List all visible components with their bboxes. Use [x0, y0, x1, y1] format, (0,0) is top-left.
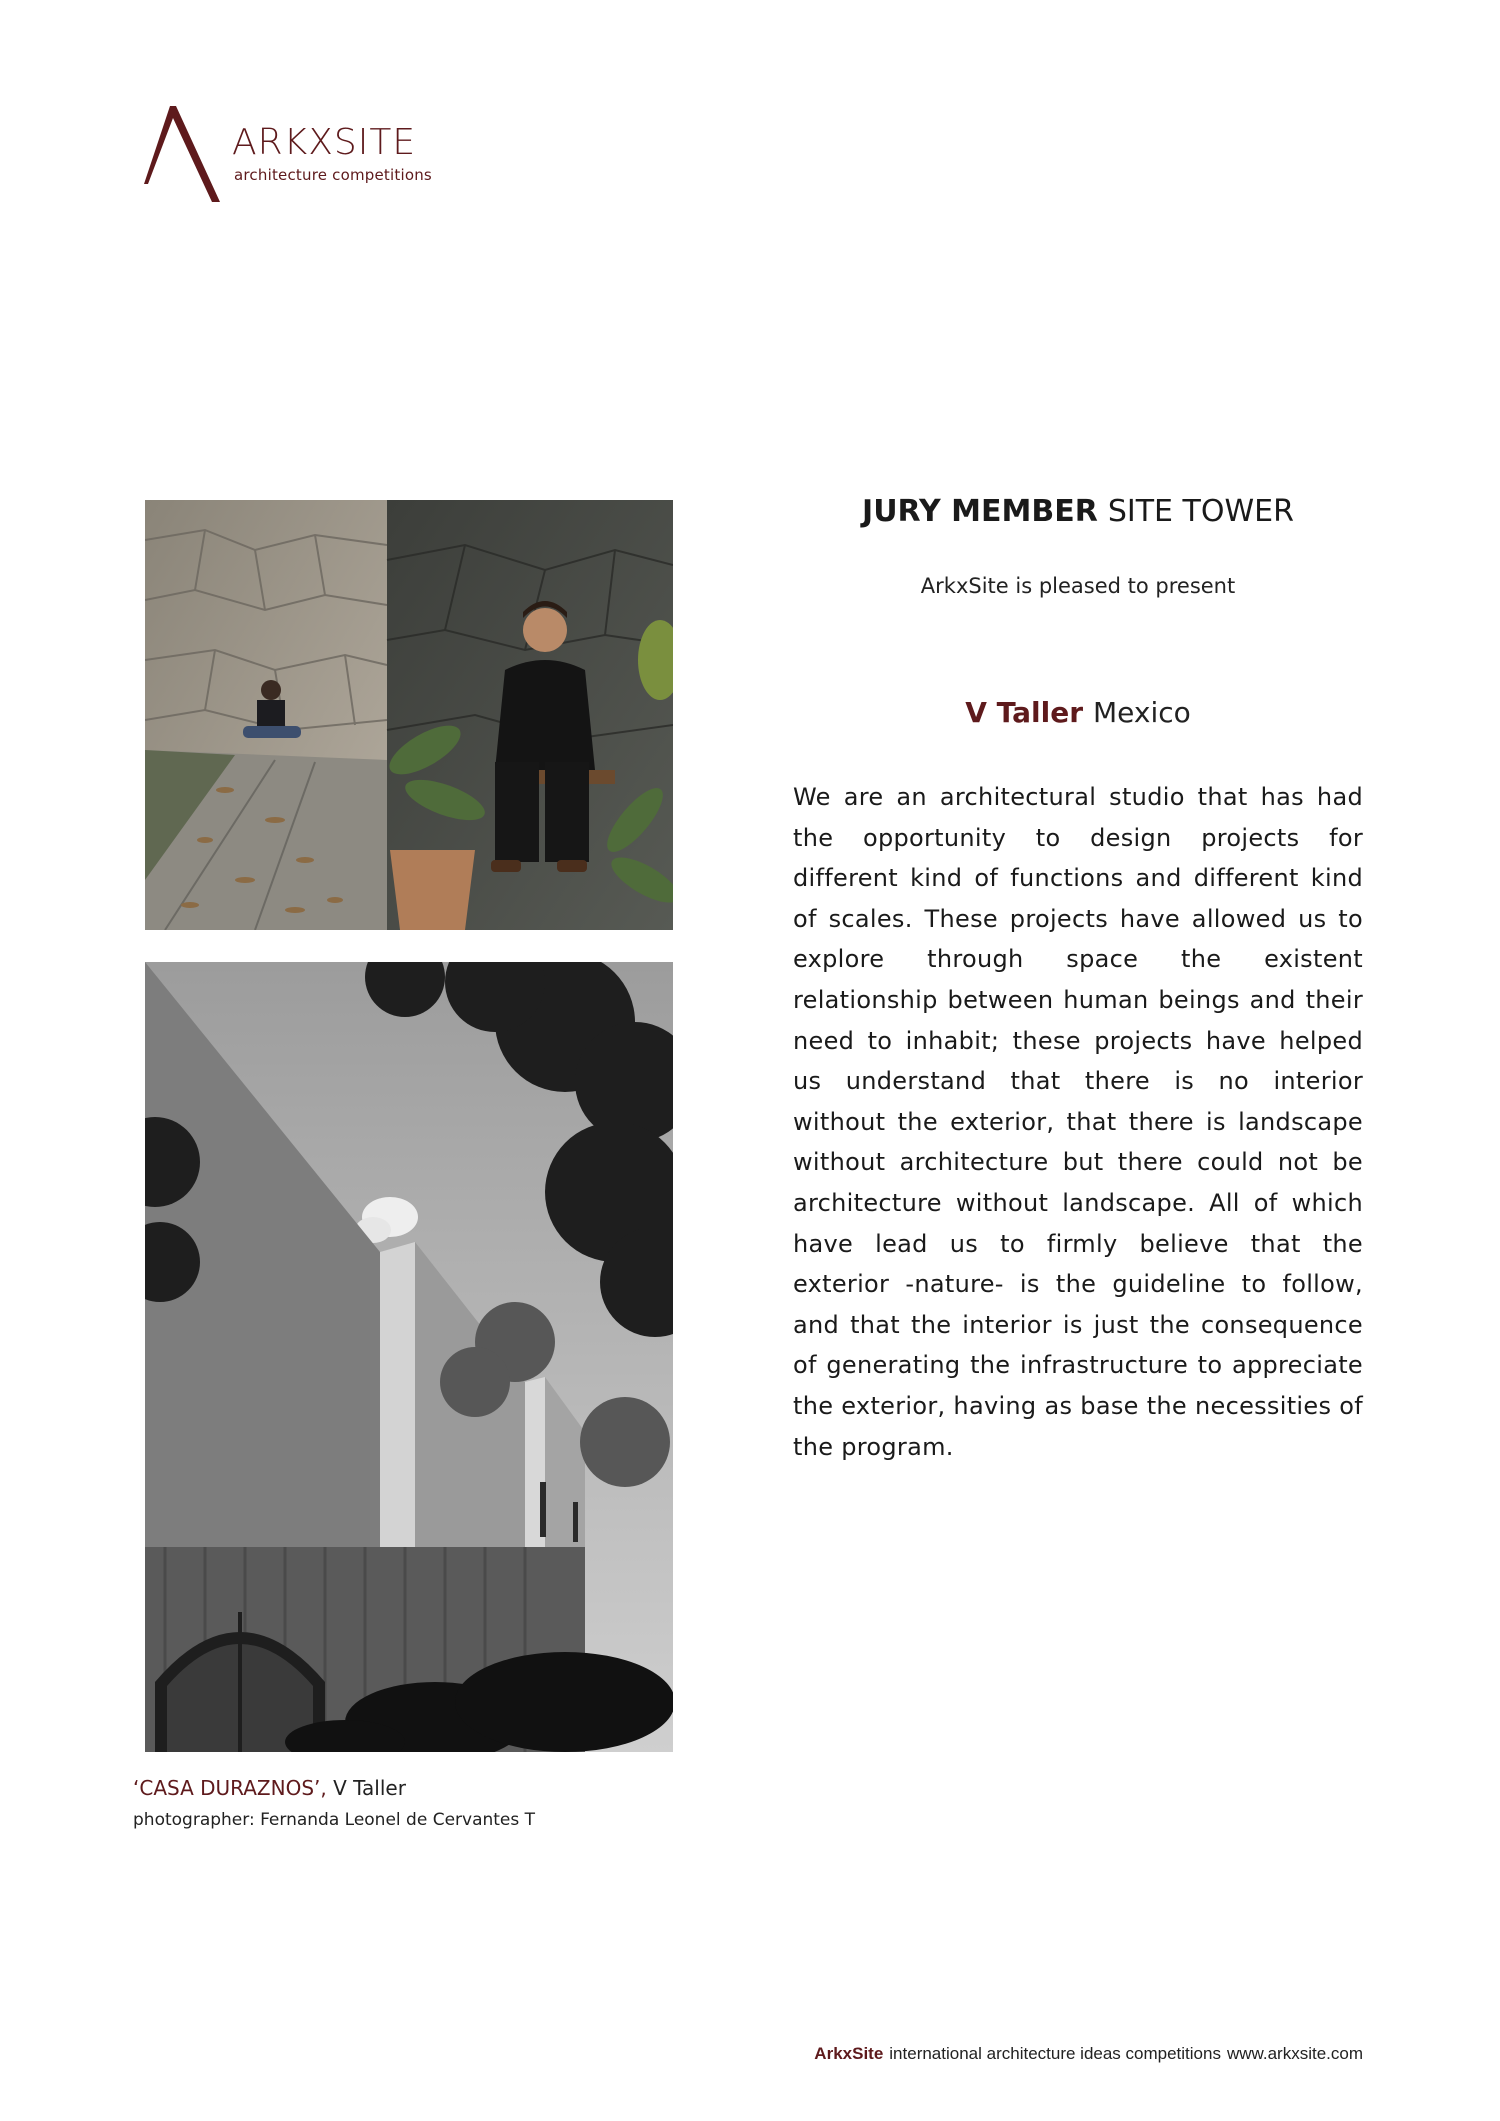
logo-wordmark: ARKXSITE	[232, 122, 417, 163]
logo	[140, 104, 440, 204]
intro-text: ArkxSite is pleased to present	[920, 574, 1236, 598]
casa-duraznos-photo	[145, 962, 673, 1752]
logo-tagline: architecture competitions	[234, 166, 432, 184]
jury-member-label: JURY MEMBER	[862, 494, 1098, 529]
footer-brand: ArkxSite	[814, 2044, 884, 2063]
footer	[793, 2044, 1363, 2064]
jury-portrait-photo	[145, 500, 673, 930]
photo-credit: photographer: Fernanda Leonel de Cervantes T	[133, 1810, 536, 1830]
studio-country: Mexico	[1093, 696, 1191, 729]
footer-text: international architecture ideas competitions	[889, 2044, 1221, 2063]
footer-url[interactable]: www.arkxsite.com	[1226, 2044, 1363, 2063]
jury-heading	[793, 494, 1363, 529]
studio-bio: We are an architectural studio that has had the opportunity to design projects for different kind of functions and different kind of scales. These projects have allowed us to explore through space the existent relationship between human beings and their need to inhabit; these projects have helped us understand that there is no interior without the exterior, that there is landscape without architecture but there could not be architecture without landscape. All of which have lead us to firmly believe that the exterior -nature- is the guideline to follow, and that the interior is just the consequence of generating the infrastructure to appreciate the exterior, having as base the necessities of the program.	[793, 783, 1363, 1461]
photo-caption	[133, 1776, 406, 1800]
logo-a-mark	[140, 104, 220, 204]
competition-name: SITE TOWER	[1107, 494, 1294, 529]
studio-name: V Taller	[965, 696, 1083, 729]
project-title: ‘CASA DURAZNOS’,	[133, 1776, 327, 1800]
studio-heading	[793, 696, 1363, 729]
project-author: V Taller	[326, 1776, 406, 1800]
